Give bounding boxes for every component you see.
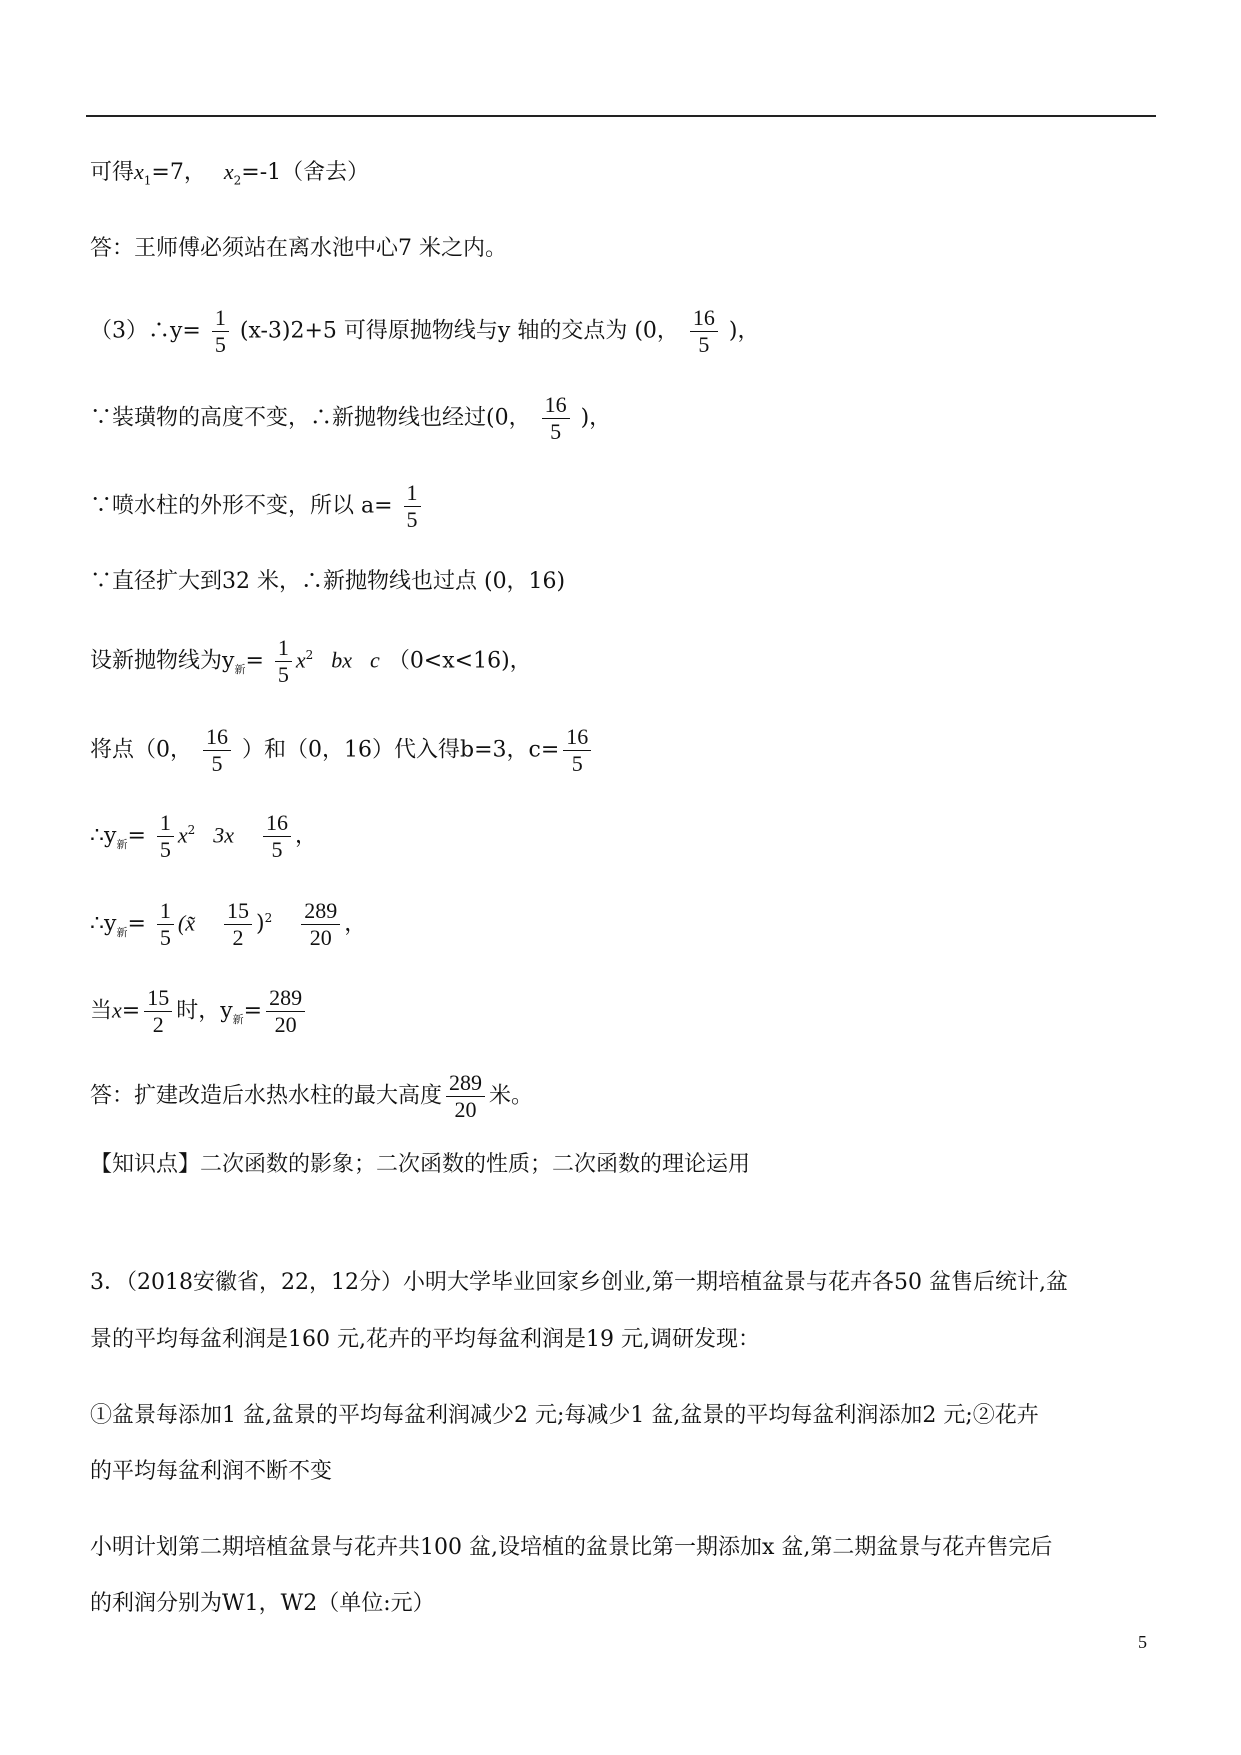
problem-3-line-3: ①盆景每添加1 盆,盆景的平均每盆利润减少2 元;每减少1 盆,盆景的平均每盆利润添加2 元;②花卉 xyxy=(90,1403,1039,1428)
problem-3-line-2: 景的平均每盆利润是160 元,花卉的平均每盆利润是19 元,调研发现： xyxy=(90,1327,760,1352)
fraction: $\frac{16}{5}$ xyxy=(263,810,291,863)
text-line-6: ∵直径扩大到32 米，∴新抛物线也过点 (0，16) xyxy=(90,569,566,594)
text-line-10: $\therefore y_新=$ $\frac{1}{5}$ (x̃ $\frac{15}{2}$ )$^2$ $\frac{289}{20}$ ， xyxy=(90,898,367,950)
fraction: $\frac{15}{2}$ xyxy=(224,898,252,951)
fraction: $\frac{289}{20}$ xyxy=(266,985,305,1038)
fraction: $\frac{15}{2}$ xyxy=(144,985,172,1038)
page-number: 5 xyxy=(1138,1632,1147,1652)
fraction: $\frac{1}{5}$ xyxy=(275,635,292,688)
problem-3-line-5: 小明计划第二期培植盆景与花卉共100 盆,设培植的盆景比第一期添加x 盆,第二期盆景与花卉售完后 xyxy=(90,1535,1053,1560)
problem-3-line-1: 3．（2018安徽省，22，12分）小明大学毕业回家乡创业,第一期培植盆景与花卉各50 盆售后统计,盆 xyxy=(90,1270,1068,1295)
fraction: $\frac{289}{20}$ xyxy=(446,1070,485,1123)
fraction: $\frac{1}{5}$ xyxy=(157,810,174,863)
fraction: $\frac{1}{5}$ xyxy=(157,898,174,951)
text-line-1: 可得$x_1=7$， $x_2=-1$（舍去） xyxy=(90,159,370,188)
text-line-2: 答：王师傅必须站在离水池中心7 米之内。 xyxy=(90,236,507,261)
problem-3-line-4: 的平均每盆利润不断不变 xyxy=(90,1459,333,1484)
problem-3-line-6: 的利润分别为W1，W2（单位:元） xyxy=(90,1591,435,1616)
fraction: $\frac{16}{5}$ xyxy=(203,724,231,777)
fraction: $\frac{16}{5}$ xyxy=(690,305,718,358)
fraction: $\frac{16}{5}$ xyxy=(563,724,591,777)
text-line-3: （3）∴y= $\frac{1}{5}$ (x-3)2+5 可得原抛物线与y 轴的交点为 (0， $\frac{16}{5}$ )， xyxy=(90,305,760,357)
text-line-7: 设新抛物线为$y_新=$ $\frac{1}{5}$ $x^2$ bx c （0<x<16)， xyxy=(90,635,532,687)
knowledge-points: 【知识点】二次函数的影象；二次函数的性质；二次函数的理论运用 xyxy=(90,1152,751,1177)
fraction: $\frac{289}{20}$ xyxy=(301,898,340,951)
header-rule xyxy=(86,115,1156,117)
text-line-12: 答：扩建改造后水热水柱的最大高度 $\frac{289}{20}$ 米。 xyxy=(90,1070,534,1122)
text-line-4: ∵装璜物的高度不变，∴新抛物线也经过(0， $\frac{16}{5}$ )， xyxy=(90,392,612,444)
text-line-9: $\therefore y_新=$ $\frac{1}{5}$ $x^2$ 3x $\frac{16}{5}$ ， xyxy=(90,810,318,862)
text-line-5: ∵喷水柱的外形不变，所以 a= $\frac{1}{5}$ xyxy=(90,480,425,533)
fraction: $\frac{1}{5}$ xyxy=(404,480,421,533)
text-line-8: 将点（0， $\frac{16}{5}$ ）和（0，16）代入得b=3，c= $\frac{16}{5}$ xyxy=(90,724,595,777)
fraction: $\frac{16}{5}$ xyxy=(542,392,570,445)
text-line-11: 当x= $\frac{15}{2}$ 时，$y_新=$ $\frac{289}{20}$ xyxy=(90,985,309,1038)
fraction: $\frac{1}{5}$ xyxy=(212,305,229,358)
